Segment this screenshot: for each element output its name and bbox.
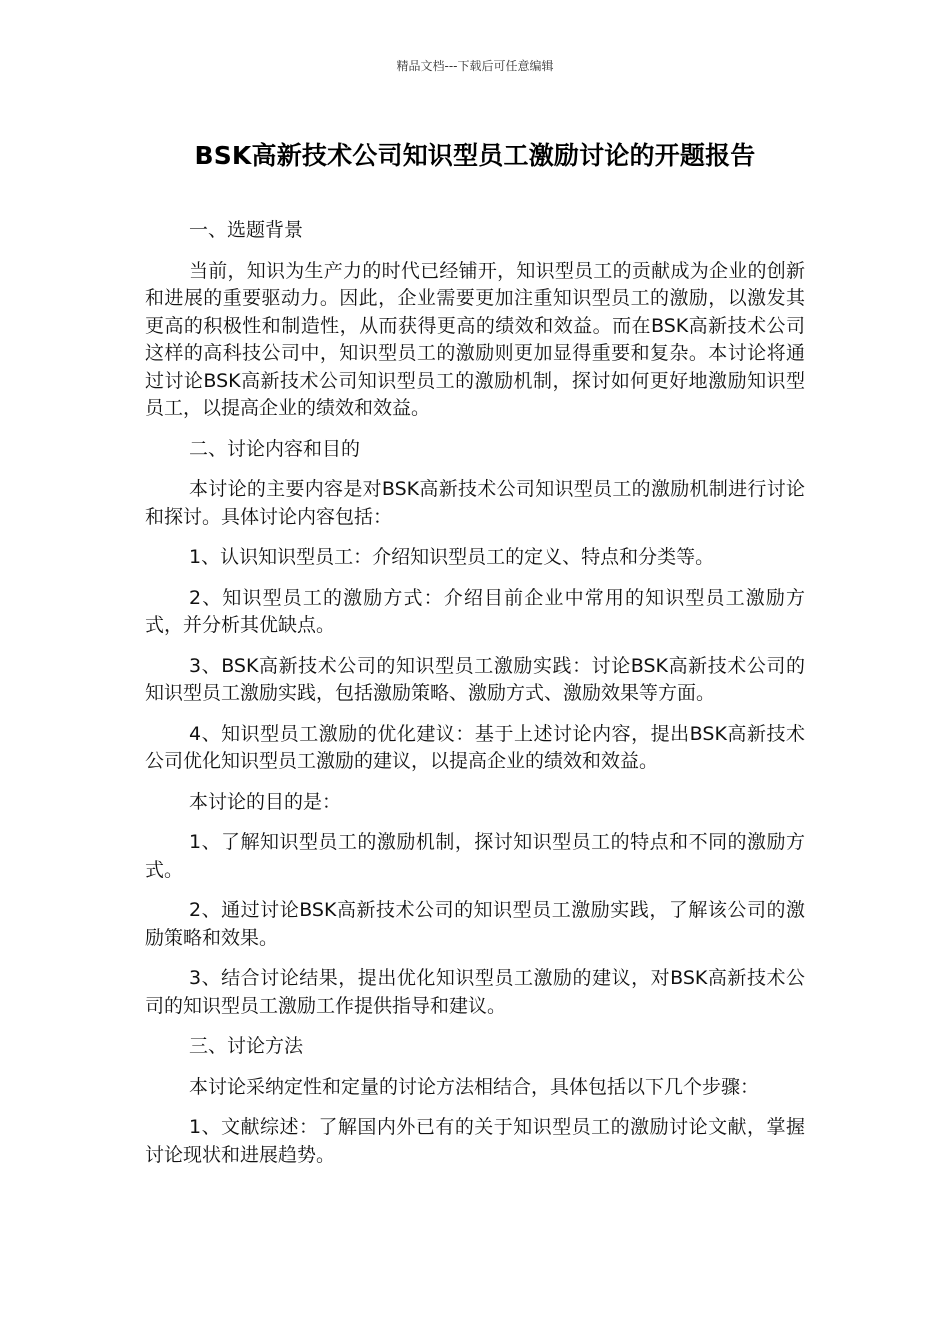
paragraph-content-intro: 本讨论的主要内容是对BSK高新技术公司知识型员工的激励机制进行讨论和探讨。具体讨论内容包括：	[145, 478, 805, 528]
list-item-content-1: 1、认识知识型员工：介绍知识型员工的定义、特点和分类等。	[189, 546, 715, 568]
list-item-purpose-3: 3、结合讨论结果，提出优化知识型员工激励的建议，对BSK高新技术公司的知识型员工激励工作提供指导和建议。	[145, 967, 805, 1017]
list-item-purpose-1: 1、了解知识型员工的激励机制，探讨知识型员工的特点和不同的激励方式。	[145, 831, 805, 881]
list-item-method-1: 1、文献综述：了解国内外已有的关于知识型员工的激励讨论文献，掌握讨论现状和进展趋势。	[145, 1116, 805, 1166]
list-item-content-4: 4、知识型员工激励的优化建议：基于上述讨论内容，提出BSK高新技术公司优化知识型员工激励的建议，以提高企业的绩效和效益。	[145, 722, 805, 772]
document-title: BSK高新技术公司知识型员工激励讨论的开题报告	[194, 141, 756, 170]
list-item-content-3: 3、BSK高新技术公司的知识型员工激励实践：讨论BSK高新技术公司的知识型员工激励实践，包括激励策略、激励方式、激励效果等方面。	[145, 654, 805, 704]
paragraph-method-intro: 本讨论采纳定性和定量的讨论方法相结合，具体包括以下几个步骤：	[189, 1075, 760, 1098]
section-heading-method: 三、讨论方法	[189, 1035, 304, 1057]
document-body	[145, 217, 805, 1182]
paragraph-purpose-intro: 本讨论的目的是：	[189, 790, 342, 813]
paragraph-background: 当前，知识为生产力的时代已经铺开，知识型员工的贡献成为企业的创新和进展的重要驱动力。因此，企业需要更加注重知识型员工的激励，以激发其更高的积极性和制造性，从而获得更高的绩效和效益。而在BSK高新技术公司这样的高科技公司中，知识型员工的激励则更加显得重要和复杂。本讨论将通过讨论BSK高新技术公司知识型员工的激励机制，探讨如何更好地激励知识型员工，以提高企业的绩效和效益。	[145, 259, 805, 419]
section-heading-content-purpose: 二、讨论内容和目的	[189, 437, 361, 460]
list-item-content-2: 2、知识型员工的激励方式：介绍目前企业中常用的知识型员工激励方式，并分析其优缺点。	[145, 586, 805, 636]
section-heading-background: 一、选题背景	[189, 219, 304, 241]
page-header: 精品文档---下载后可任意编辑	[396, 59, 554, 73]
list-item-purpose-2: 2、通过讨论BSK高新技术公司的知识型员工激励实践，了解该公司的激励策略和效果。	[145, 899, 805, 949]
